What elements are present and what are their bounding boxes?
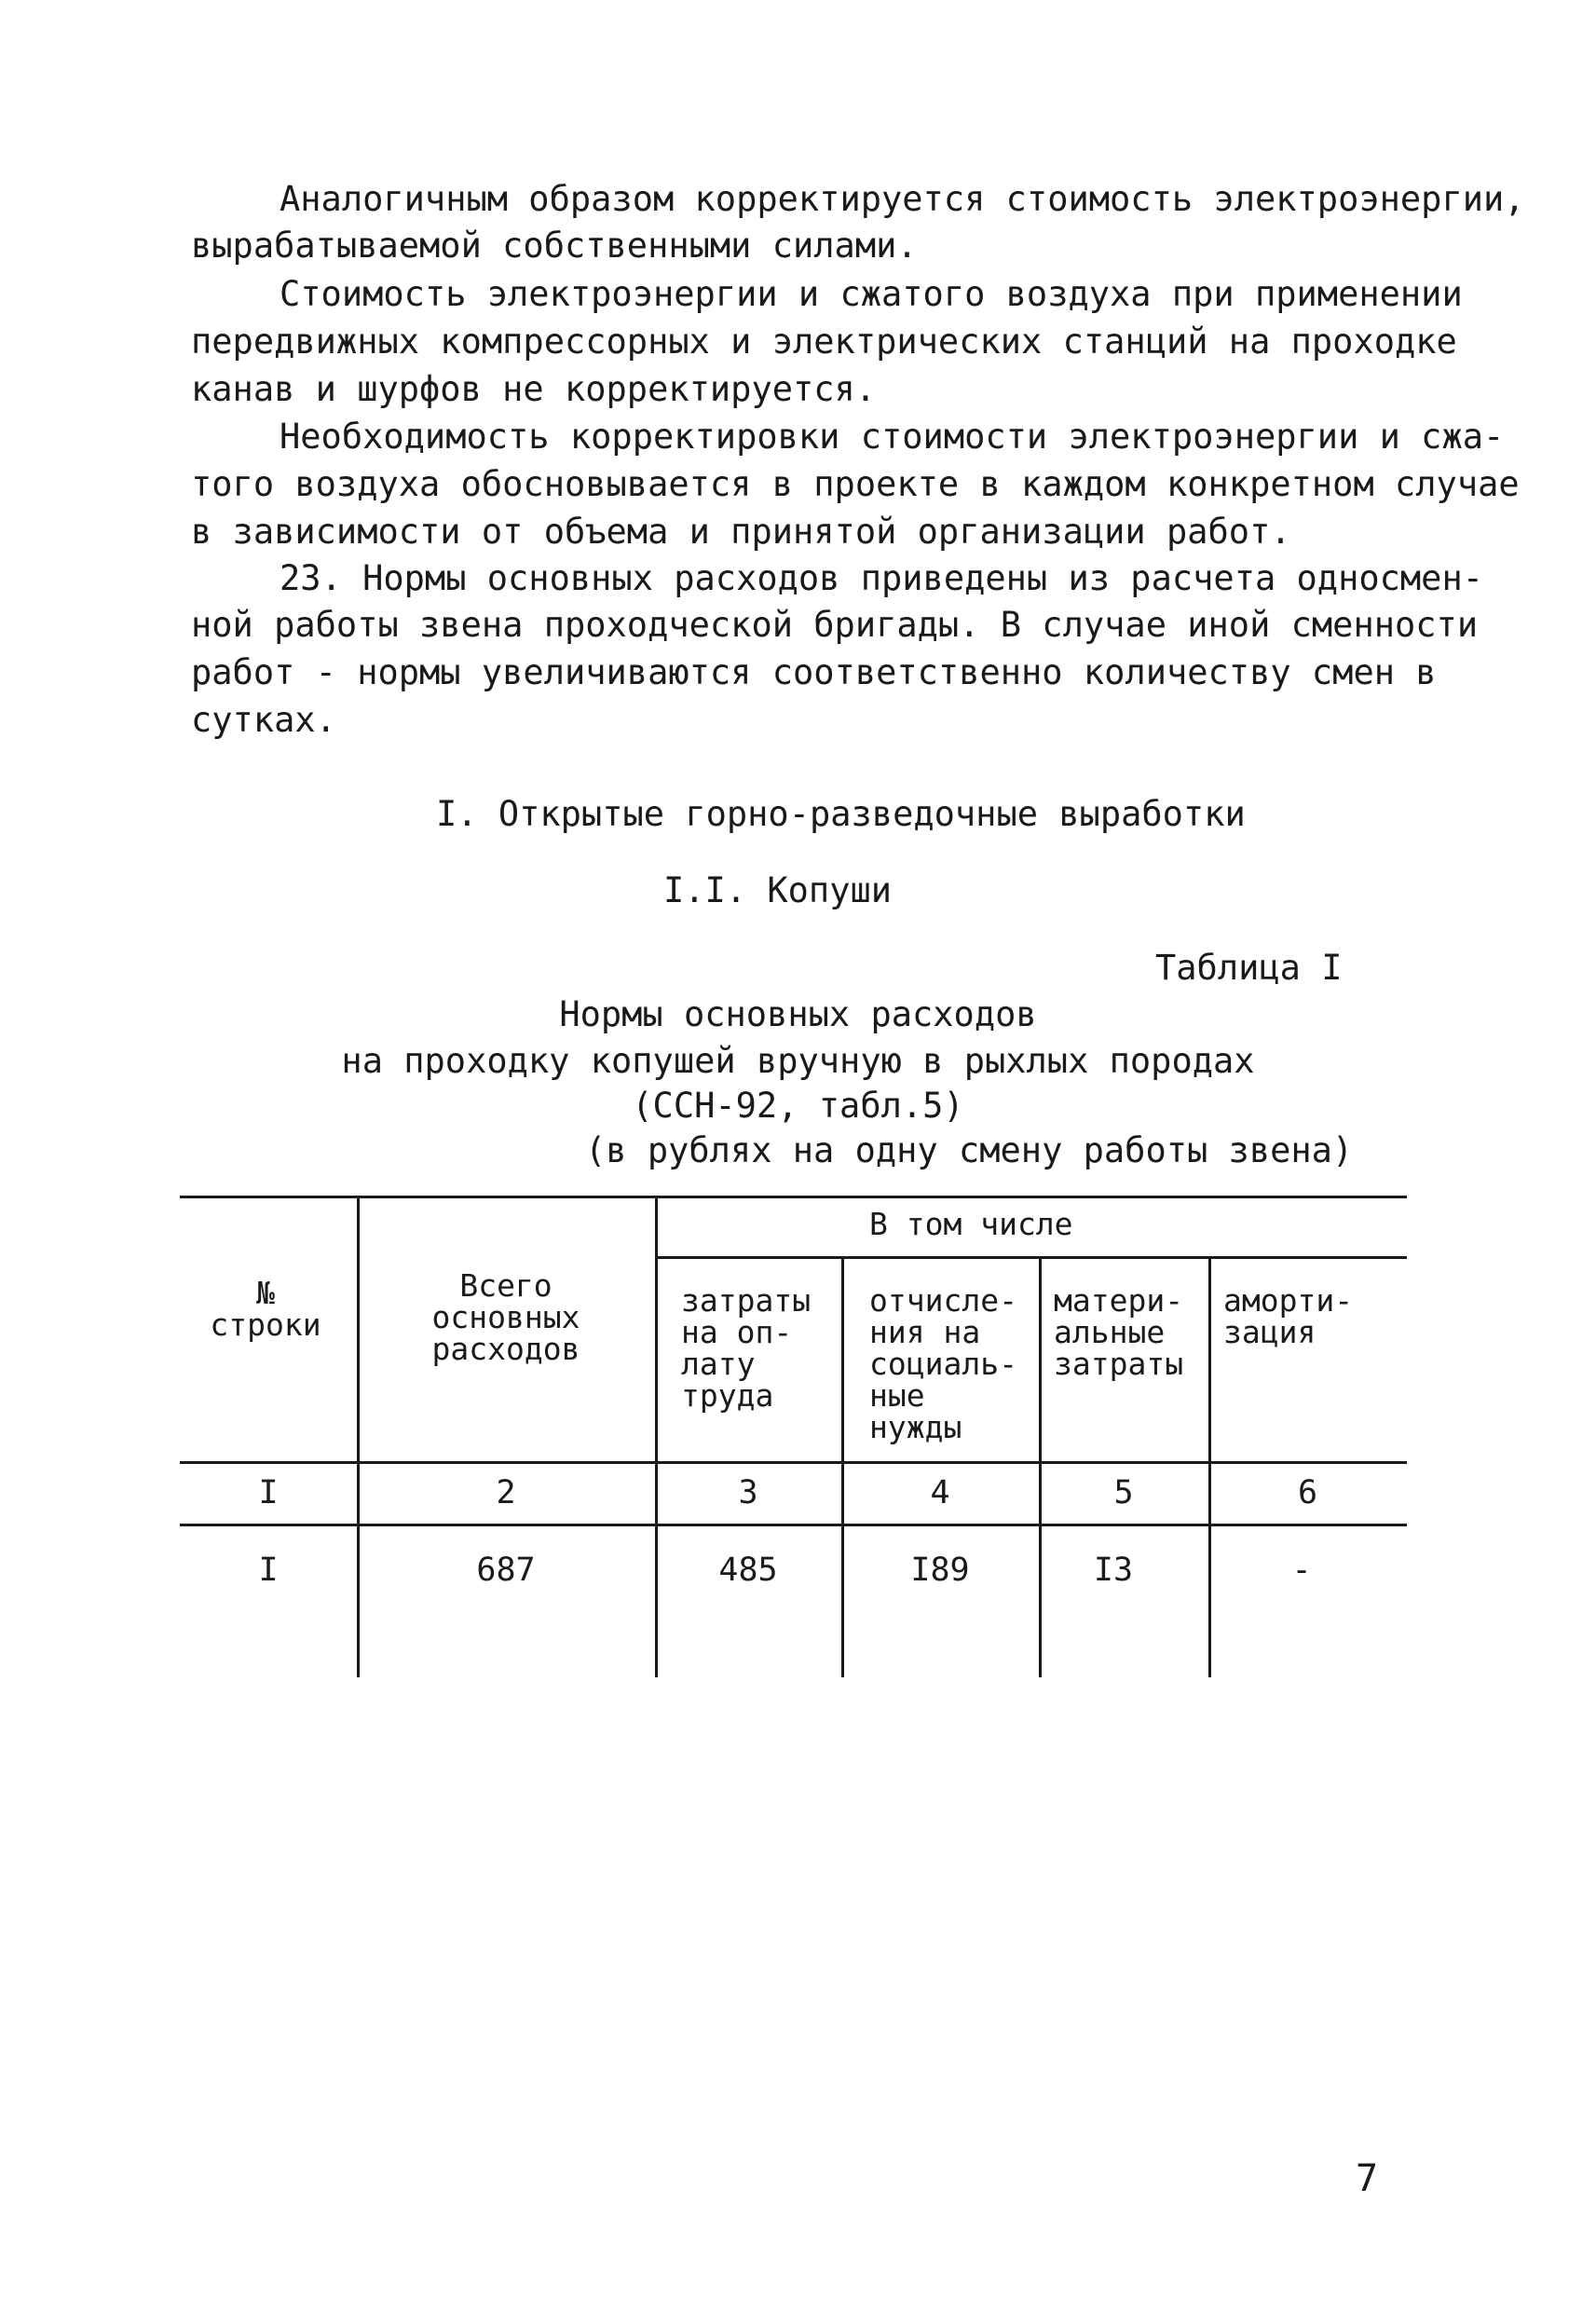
table-caption-line-2: на проходку копушей вручную в рыхлых породах [341, 1041, 1255, 1081]
col-header-labor: затраты на оп- лату труда [681, 1282, 812, 1414]
page-number: 7 [1356, 2157, 1379, 2200]
col-divider-2 [655, 1196, 658, 1677]
paragraph-2-line-1: Стоимость электроэнергии и сжатого воздуха при применении [280, 274, 1463, 314]
table-units: (в рублях на одну смену работы звена) [585, 1130, 1354, 1170]
table-label: Таблица I [1155, 948, 1343, 988]
table-caption-line-3: (ССН-92, табл.5) [632, 1086, 964, 1126]
row-1-labor: 485 [718, 1552, 778, 1589]
col-number-1: I [258, 1474, 279, 1511]
paragraph-4-line-3: работ - нормы увеличиваются соответственно количеству смен в [191, 652, 1437, 692]
table-caption-line-1: Нормы основных расходов [559, 994, 1037, 1034]
col-number-4: 4 [930, 1474, 950, 1511]
row-1-materials: I3 [1093, 1552, 1134, 1589]
norms-table [180, 1196, 1407, 1677]
col-divider-3 [841, 1256, 844, 1677]
col-header-total: Всего основных расходов [431, 1267, 580, 1367]
numbers-bottom-rule [180, 1524, 1407, 1526]
paragraph-3-line-2: того воздуха обосновывается в проекте в каждом конкретном случае [191, 464, 1520, 504]
col-header-depreciation: аморти- зация [1223, 1282, 1354, 1350]
paragraph-2-line-2: передвижных компрессорных и электрических станций на проходке [191, 321, 1457, 362]
header-bottom-rule [180, 1461, 1407, 1464]
col-divider-1 [357, 1196, 360, 1677]
col-header-row-number: № строки [210, 1275, 321, 1343]
paragraph-3-line-3: в зависимости от объема и принятой организации работ. [191, 512, 1291, 552]
table-top-rule [180, 1196, 1407, 1198]
group-header: В том числе [869, 1206, 1073, 1242]
paragraph-2-line-3: канав и шурфов не корректируется. [191, 369, 877, 409]
row-1-total: 687 [476, 1552, 536, 1589]
subsection-title: I.I. Копуши [663, 870, 893, 910]
col-number-2: 2 [496, 1474, 516, 1511]
row-1-depreciation: - [1291, 1552, 1312, 1589]
paragraph-1-line-2: вырабатываемой собственными силами. [191, 226, 918, 266]
col-header-social: отчисле- ния на социаль- ные нужды [869, 1282, 1017, 1445]
row-1-social: I89 [910, 1552, 970, 1589]
paragraph-4-line-2: ной работы звена проходческой бригады. В случае иной сменности [191, 605, 1479, 645]
col-divider-4 [1039, 1256, 1042, 1677]
group-header-rule [655, 1256, 1407, 1259]
col-number-3: 3 [738, 1474, 758, 1511]
paragraph-3-line-1: Необходимость корректировки стоимости электроэнергии и сжа- [280, 417, 1505, 457]
col-number-5: 5 [1113, 1474, 1134, 1511]
col-header-materials: матери- альные затраты [1054, 1282, 1184, 1382]
col-divider-5 [1208, 1256, 1211, 1677]
paragraph-4-line-4: сутках. [191, 700, 336, 740]
paragraph-4-line-1: 23. Нормы основных расходов приведены из расчета односмен- [280, 558, 1484, 598]
col-number-6: 6 [1297, 1474, 1318, 1511]
section-title: I. Открытые горно-разведочные выработки [436, 794, 1246, 834]
row-1-number: I [258, 1552, 279, 1589]
paragraph-1-line-1: Аналогичным образом корректируется стоимость электроэнергии, [280, 179, 1525, 219]
